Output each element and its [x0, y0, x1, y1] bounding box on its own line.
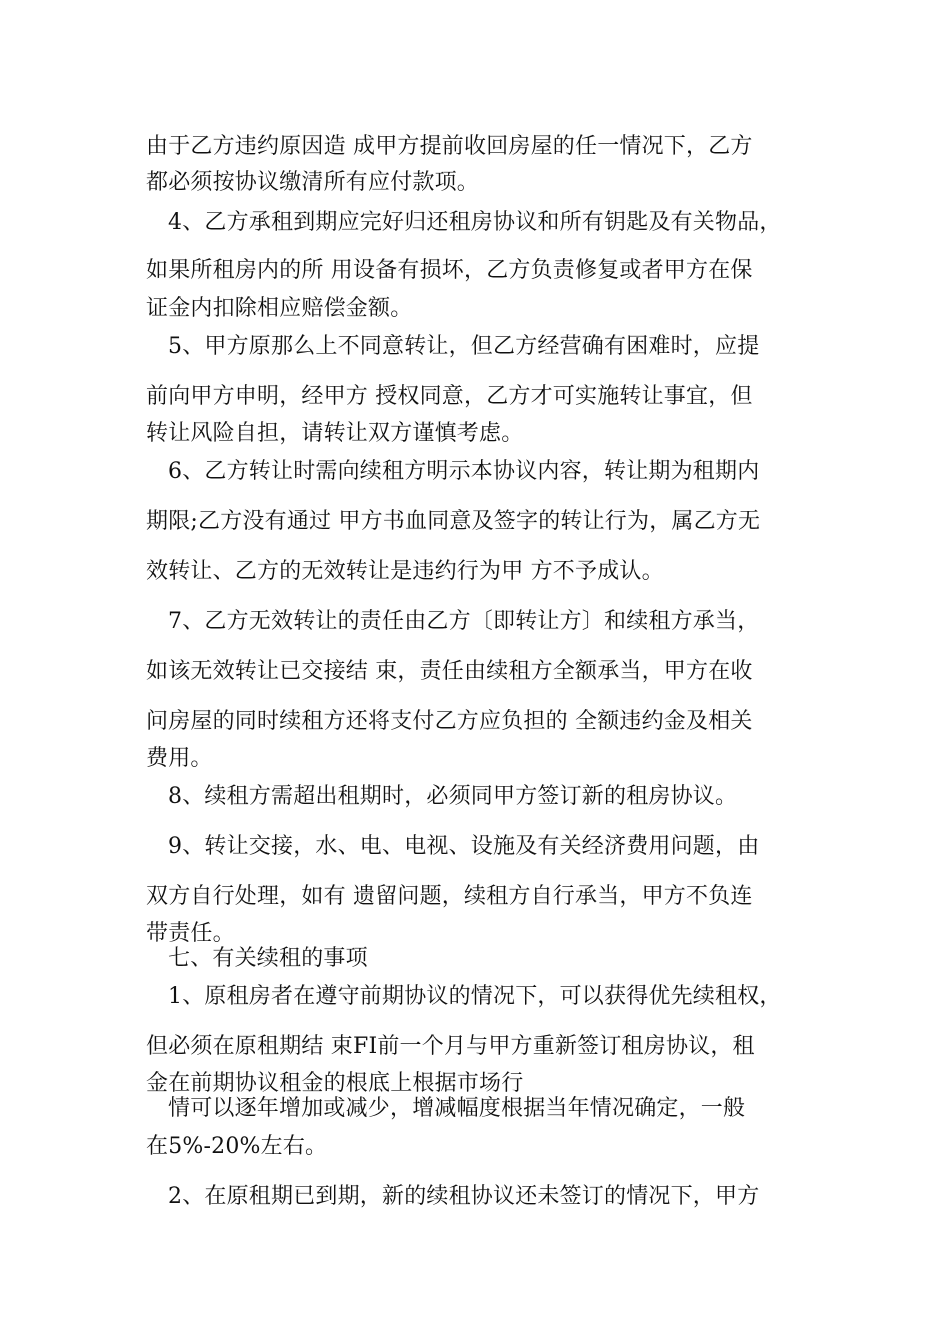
text-line: 但必须在原租期结 束FI前一个月与甲方重新签订租房协议，租: [146, 1034, 755, 1059]
text-line: 7、乙方无效转让的责任由乙方〔即转让方〕和续租方承当，: [168, 609, 760, 634]
text-line: 费用。: [146, 746, 213, 771]
text-line: 4、乙方承租到期应完好归还租房协议和所有钥匙及有关物品，: [168, 210, 782, 235]
text-line: 证金内扣除相应赔偿金额。: [146, 296, 413, 321]
text-line: 都必须按协议缴清所有应付款项。: [146, 170, 480, 195]
text-line: 问房屋的同时续租方还将支付乙方应负担的 全额违约金及相关: [146, 709, 753, 734]
text-line: 如该无效转让已交接结 束，责任由续租方全额承当，甲方在收: [146, 659, 753, 684]
text-line: 前向甲方申明，经甲方 授权同意，乙方才可实施转让事宜，但: [146, 384, 753, 409]
text-line: 转让风险自担，请转让双方谨慎考虑。: [146, 421, 524, 446]
section-heading: 七、有关续租的事项: [168, 946, 368, 971]
text-line: 效转让、乙方的无效转让是违约行为甲 方不予成认。: [146, 559, 664, 584]
text-line: 1、原租房者在遵守前期协议的情况下，可以获得优先续租权，: [168, 984, 782, 1009]
text-line: 情可以逐年增加或减少，增减幅度根据当年情况确定，一般: [168, 1096, 746, 1121]
text-line: 6、乙方转让时需向续租方明示本协议内容，转让期为租期内: [168, 459, 760, 484]
text-line: 2、在原租期已到期，新的续租协议还未签订的情况下，甲方: [168, 1184, 760, 1209]
text-line: 9、转让交接，水、电、电视、设施及有关经济费用问题，由: [168, 834, 760, 859]
text-line: 在5%-20%左右。: [146, 1134, 328, 1159]
text-line: 期限;乙方没有通过 甲方书血同意及签字的转让行为，属乙方无: [146, 509, 761, 534]
text-line: 由于乙方违约原因造 成甲方提前收回房屋的任一情况下，乙方: [146, 134, 753, 159]
text-line: 带责任。: [146, 921, 235, 946]
text-line: 如果所租房内的所 用设备有损坏，乙方负责修复或者甲方在保: [146, 258, 753, 283]
text-line: 双方自行处理，如有 遗留问题，续租方自行承当，甲方不负连: [146, 884, 753, 909]
text-line: 金在前期协议租金的根底上根据市场行: [146, 1071, 524, 1096]
text-line: 8、续租方需超出租期时，必须同甲方签订新的租房协议。: [168, 784, 738, 809]
text-line: 5、甲方原那么上不同意转让，但乙方经营确有困难时，应提: [168, 334, 760, 359]
